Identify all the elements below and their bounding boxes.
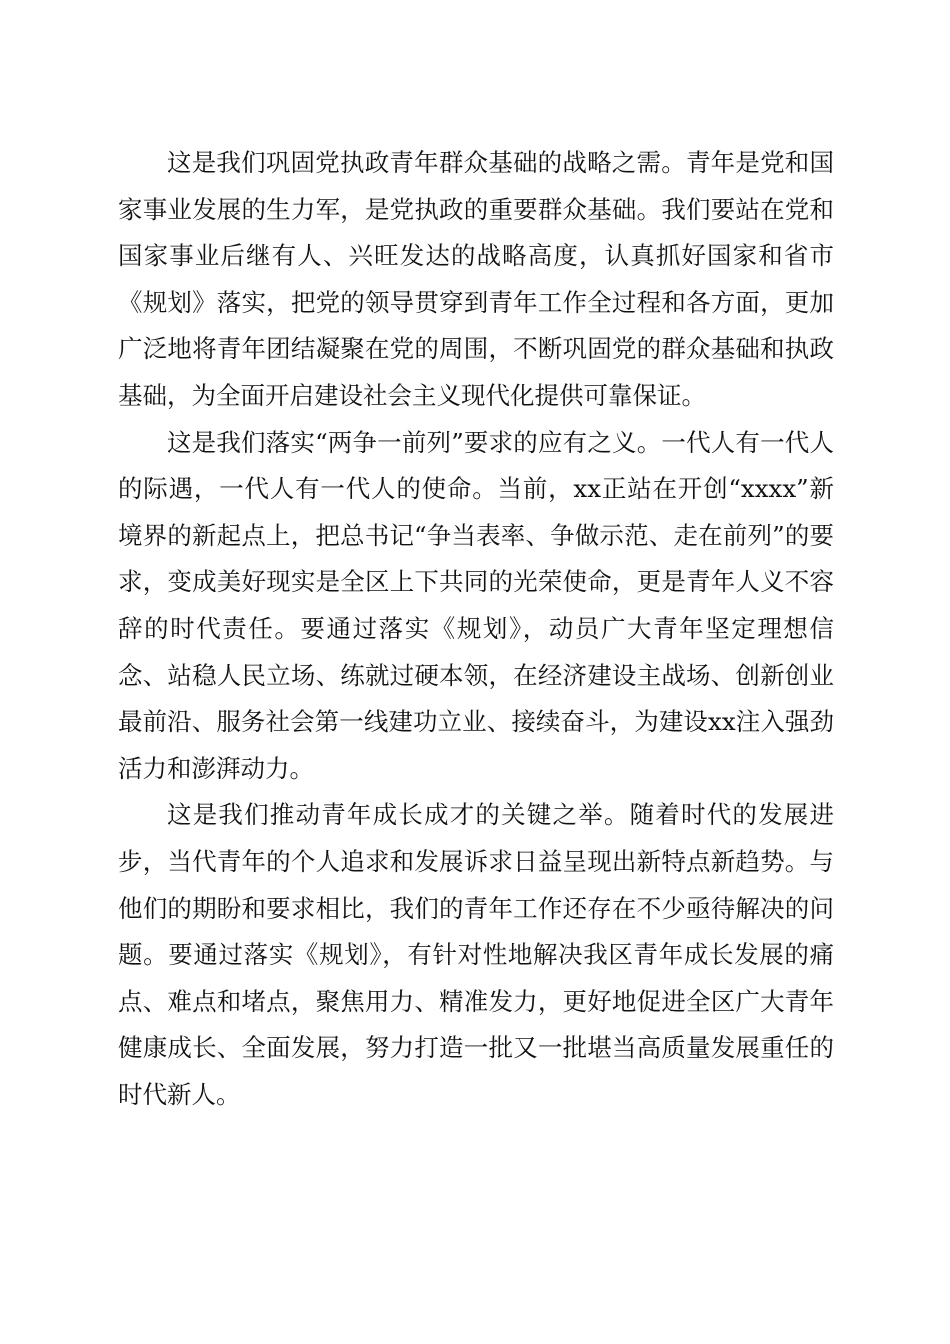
paragraph-2: 这是我们落实“两争一前列”要求的应有之义。一代人有一代人的际遇，一代人有一代人的使命。当前，xx正站在开创“xxxx”新境界的新起点上，把总书记“争当表率、争做示范、走在前列”的要求，变成美好现实是全区上下共同的光荣使命，更是青年人义不容辞的时代责任。要通过落实《规划》，动员广大青年坚定理想信念、站稳人民立场、练就过硬本领，在经济建设主战场、创新创业最前沿、服务社会第一线建功立业、接续奋斗，为建设xx注入强劲活力和澎湃动力。 (118, 427, 834, 783)
paragraph-1: 这是我们巩固党执政青年群众基础的战略之需。青年是党和国家事业发展的生力军，是党执政的重要群众基础。我们要站在党和国家事业后继有人、兴旺发达的战略高度，认真抓好国家和省市《规划》落实，把党的领导贯穿到青年工作全过程和各方面，更加广泛地将青年团结凝聚在党的周围，不断巩固党的群众基础和执政基础，为全面开启建设社会主义现代化提供可靠保证。 (118, 148, 834, 410)
document-body (118, 140, 834, 1118)
paragraph-3: 这是我们推动青年成长成才的关键之举。随着时代的发展进步，当代青年的个人追求和发展诉求日益呈现出新特点新趋势。与他们的期盼和要求相比，我们的青年工作还存在不少亟待解决的问题。要通过落实《规划》，有针对性地解决我区青年成长发展的痛点、难点和堵点，聚焦用力、精准发力，更好地促进全区广大青年健康成长、全面发展，努力打造一批又一批堪当高质量发展重任的时代新人。 (118, 800, 834, 1109)
